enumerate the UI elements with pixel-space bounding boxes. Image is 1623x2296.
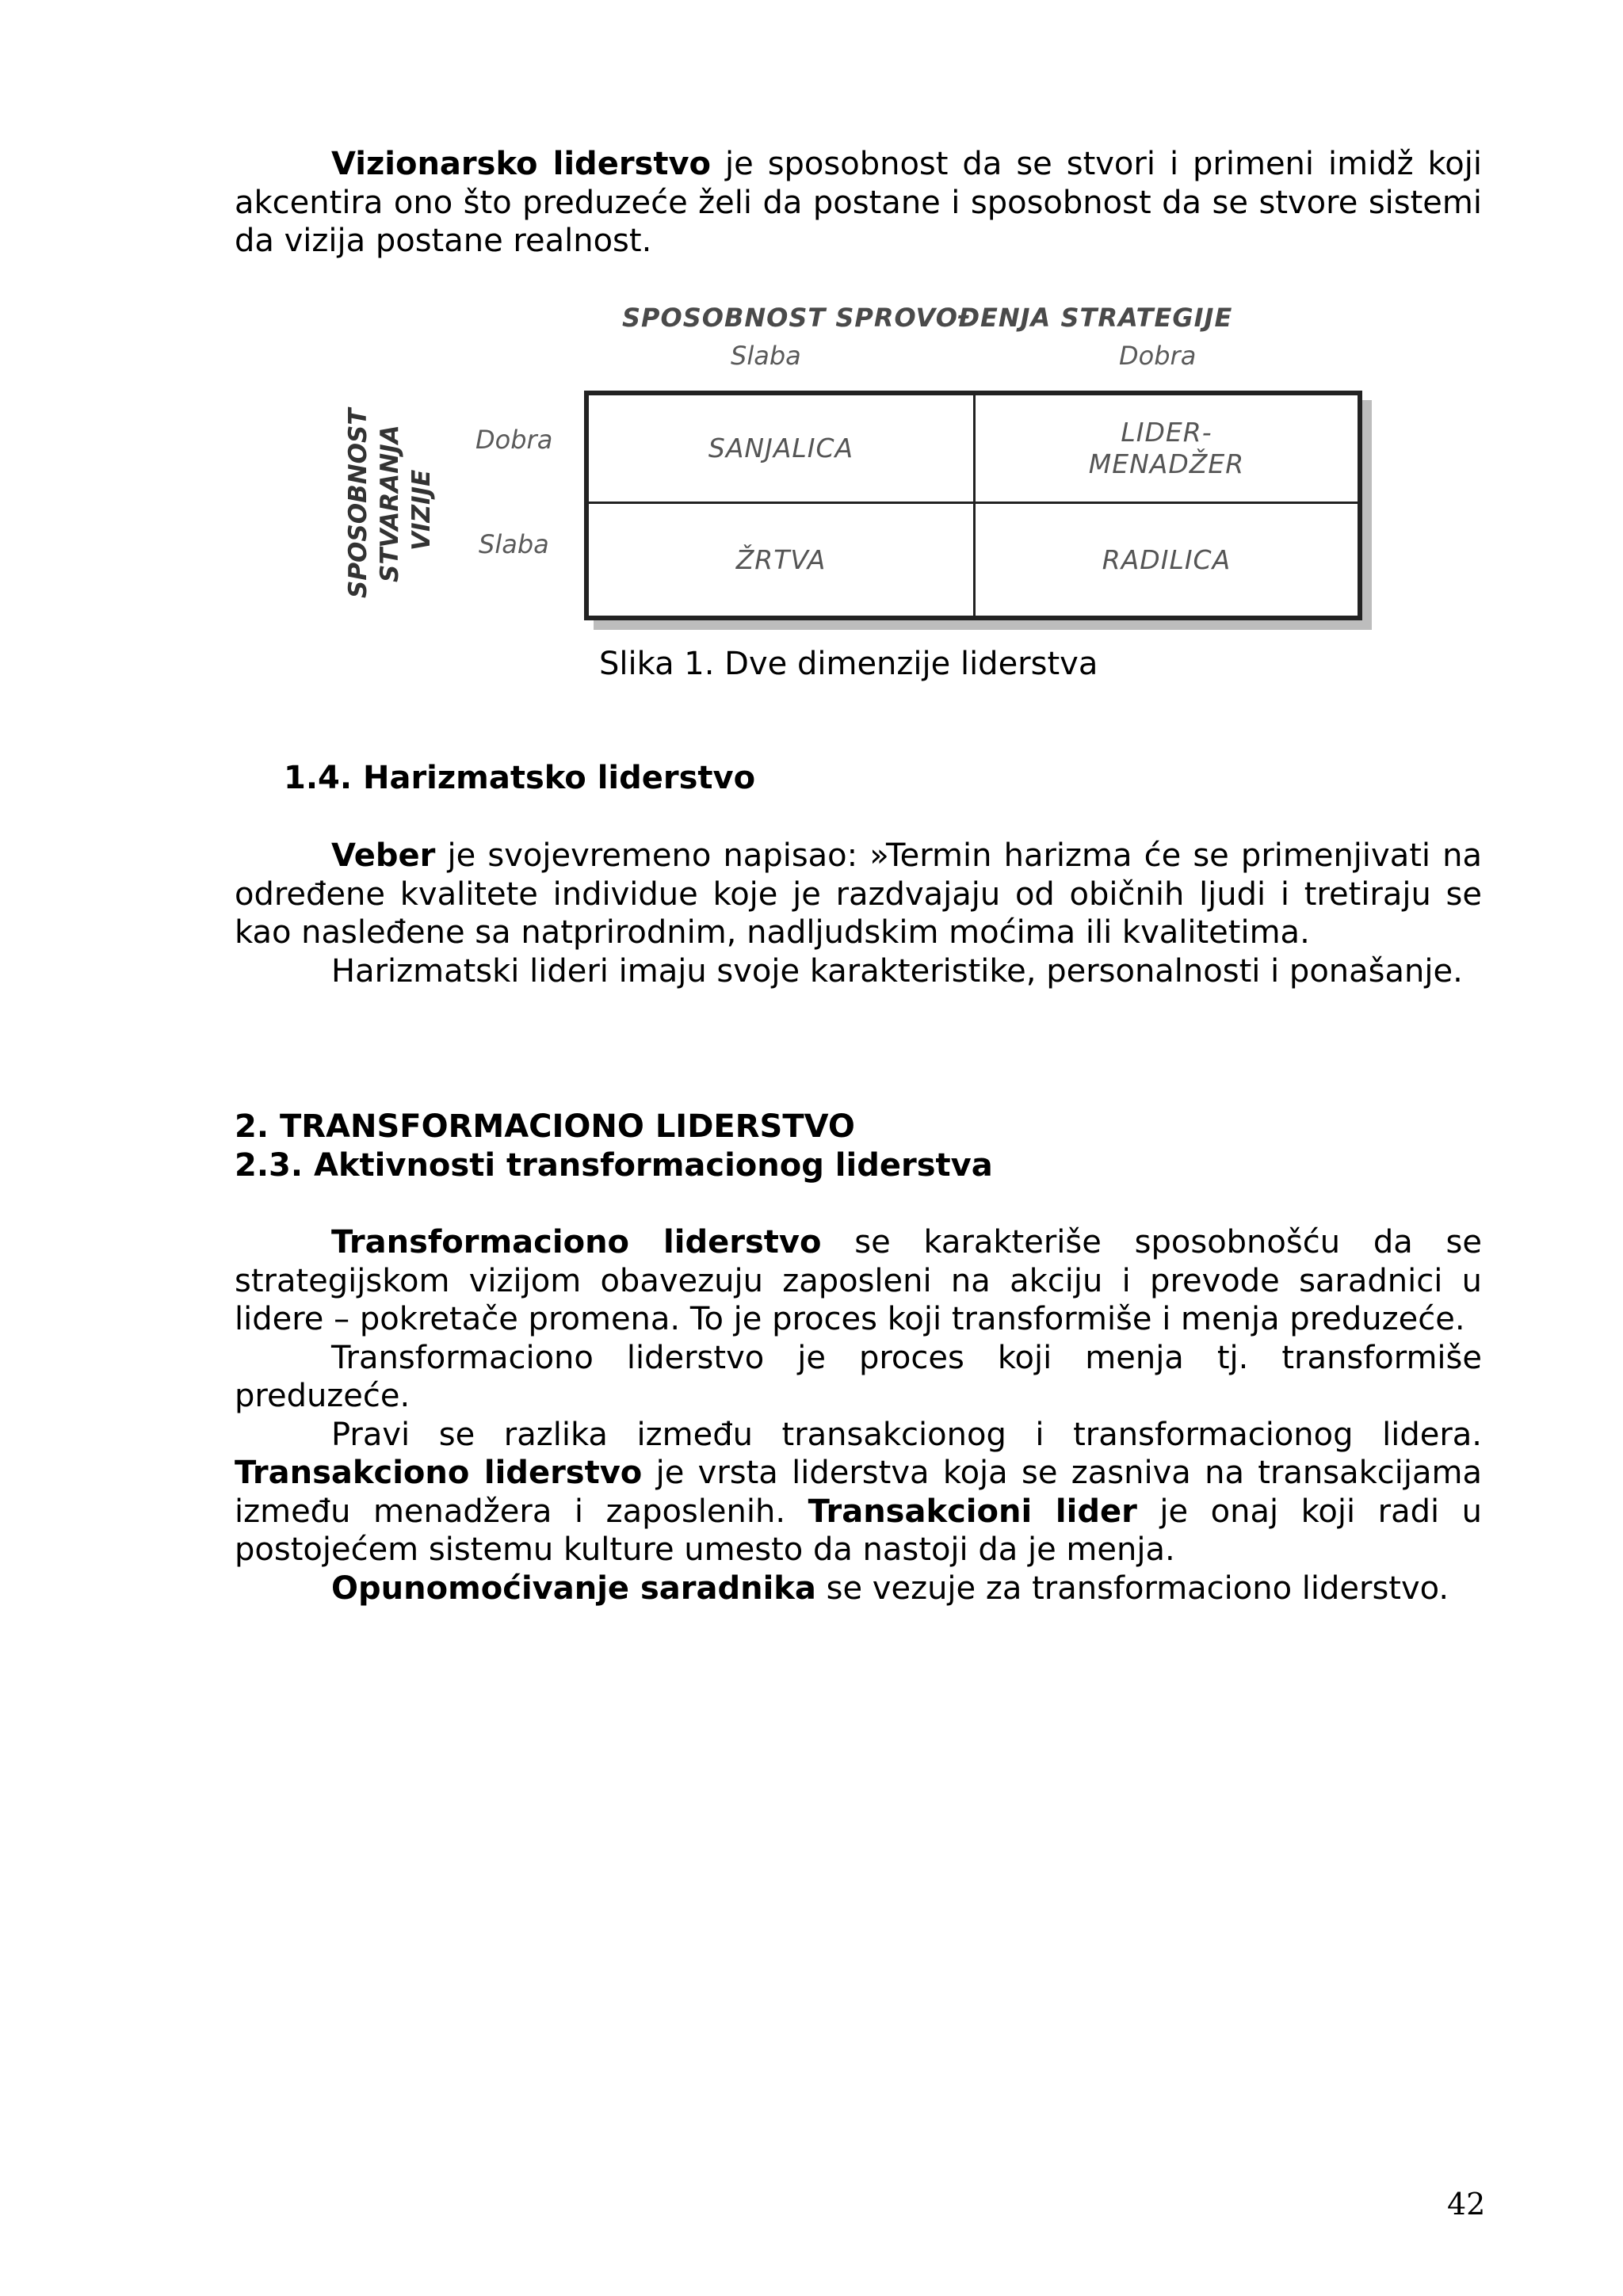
cell-sanjalica: SANJALICA bbox=[708, 433, 854, 463]
term-transakciono-liderstvo: Transakciono liderstvo bbox=[235, 1455, 643, 1491]
cell-radilica: RADILICA bbox=[1102, 543, 1232, 575]
column-label-high: Dobra bbox=[1119, 341, 1197, 371]
term-vizionarsko-liderstvo: Vizionarsko liderstvo bbox=[331, 146, 712, 182]
axis-label-line3: VIZIJE bbox=[407, 469, 436, 551]
page-number: 42 bbox=[1447, 2187, 1486, 2222]
column-label-low: Slaba bbox=[731, 341, 801, 371]
paragraph-transformaciono: Transformaciono liderstvo se karakteriše sposobnošću da se strategijskom vizijom obavezuju zaposleni na akciju i prevode saradnici u lidere – pokretače promena. To je proces koji transformiše i menja preduzeće. Transformaciono liderstvo je proces koji menja tj. transformiše preduzeće. Pravi se razlika između transakcionog i transformacionog lidera. Transakciono liderstvo je vrsta liderstva koja se zasniva na transakcijama između menadžera i zaposlenih. Transakcioni lider je onaj koji radi u postojećem sistemu kulture umesto da nastoji da je menja. Opunomoćivanje saradnika se vezuje za transformaciono liderstvo. bbox=[235, 1224, 1482, 1607]
paragraph-transakciono: Pravi se razlika između transakcionog i transformacionog lidera. Transakciono liderstvo je vrsta liderstva koja se zasniva na transakcijama između menadžera i zaposlenih. Transakcioni lider je onaj koji radi u postojećem sistemu kulture umesto da nastoji da je menja. bbox=[235, 1416, 1482, 1568]
row-label-high: Dobra bbox=[475, 425, 553, 455]
row-label-low: Slaba bbox=[479, 529, 549, 559]
vertical-axis-label bbox=[325, 392, 452, 598]
term-opunomocivanje: Opunomoćivanje saradnika bbox=[331, 1569, 816, 1607]
paragraph-vizionarsko: Vizionarsko liderstvo je sposobnost da se stvori i primeni imidž koji akcentira ono što preduzeće želi da postane i sposobnost da se stvore sistemi da vizija postane realnost. bbox=[235, 146, 1482, 259]
paragraph-proces: Transformaciono liderstvo je proces koji menja tj. transformiše preduzeće. bbox=[235, 1339, 1482, 1414]
figure-caption: Slika 1. Dve dimenzije liderstva bbox=[599, 646, 1098, 682]
heading-1-4: 1.4. Harizmatsko liderstvo bbox=[284, 760, 756, 796]
term-transformaciono-liderstvo: Transformaciono liderstvo bbox=[331, 1224, 822, 1261]
axis-label-line2: STVARANJA bbox=[376, 425, 404, 582]
cell-zrtva: ŽRTVA bbox=[735, 543, 827, 575]
term-transakcioni-lider: Transakcioni lider bbox=[808, 1493, 1137, 1530]
paragraph-opunomocivanje: Opunomoćivanje saradnika se vezuje za transformaciono liderstvo. bbox=[331, 1569, 1449, 1607]
figure-title: SPOSOBNOST SPROVOĐENJA STRATEGIJE bbox=[622, 303, 1233, 333]
paragraph-veber: Veber je svojevremeno napisao: »Termin harizma će se primenjivati na određene kvalitete individue koje je razdvajaju od običnih ljudi i tretiraju se kao nasleđene sa natprirodnim, nadljudskim moćima ili kvalitetima. Harizmatski lideri imaju svoje karakteristike, personalnosti i ponašanje. bbox=[235, 837, 1482, 990]
heading-2-3: 2.3. Aktivnosti transformacionog liderstva bbox=[235, 1146, 993, 1184]
term-veber: Veber bbox=[331, 837, 436, 874]
cell-lider-menadzer: LIDER- MENADŽER bbox=[1088, 417, 1245, 479]
axis-label-line1: SPOSOBNOST bbox=[344, 408, 372, 598]
heading-2: 2. TRANSFORMACIONO LIDERSTVO 2.3. Aktivnosti transformacionog liderstva bbox=[235, 1108, 1482, 1184]
paragraph-harizmatski: Harizmatski lideri imaju svoje karakteristike, personalnosti i ponašanje. bbox=[331, 952, 1463, 990]
figure-leadership-matrix bbox=[317, 293, 1395, 642]
matrix-grid bbox=[584, 391, 1362, 620]
